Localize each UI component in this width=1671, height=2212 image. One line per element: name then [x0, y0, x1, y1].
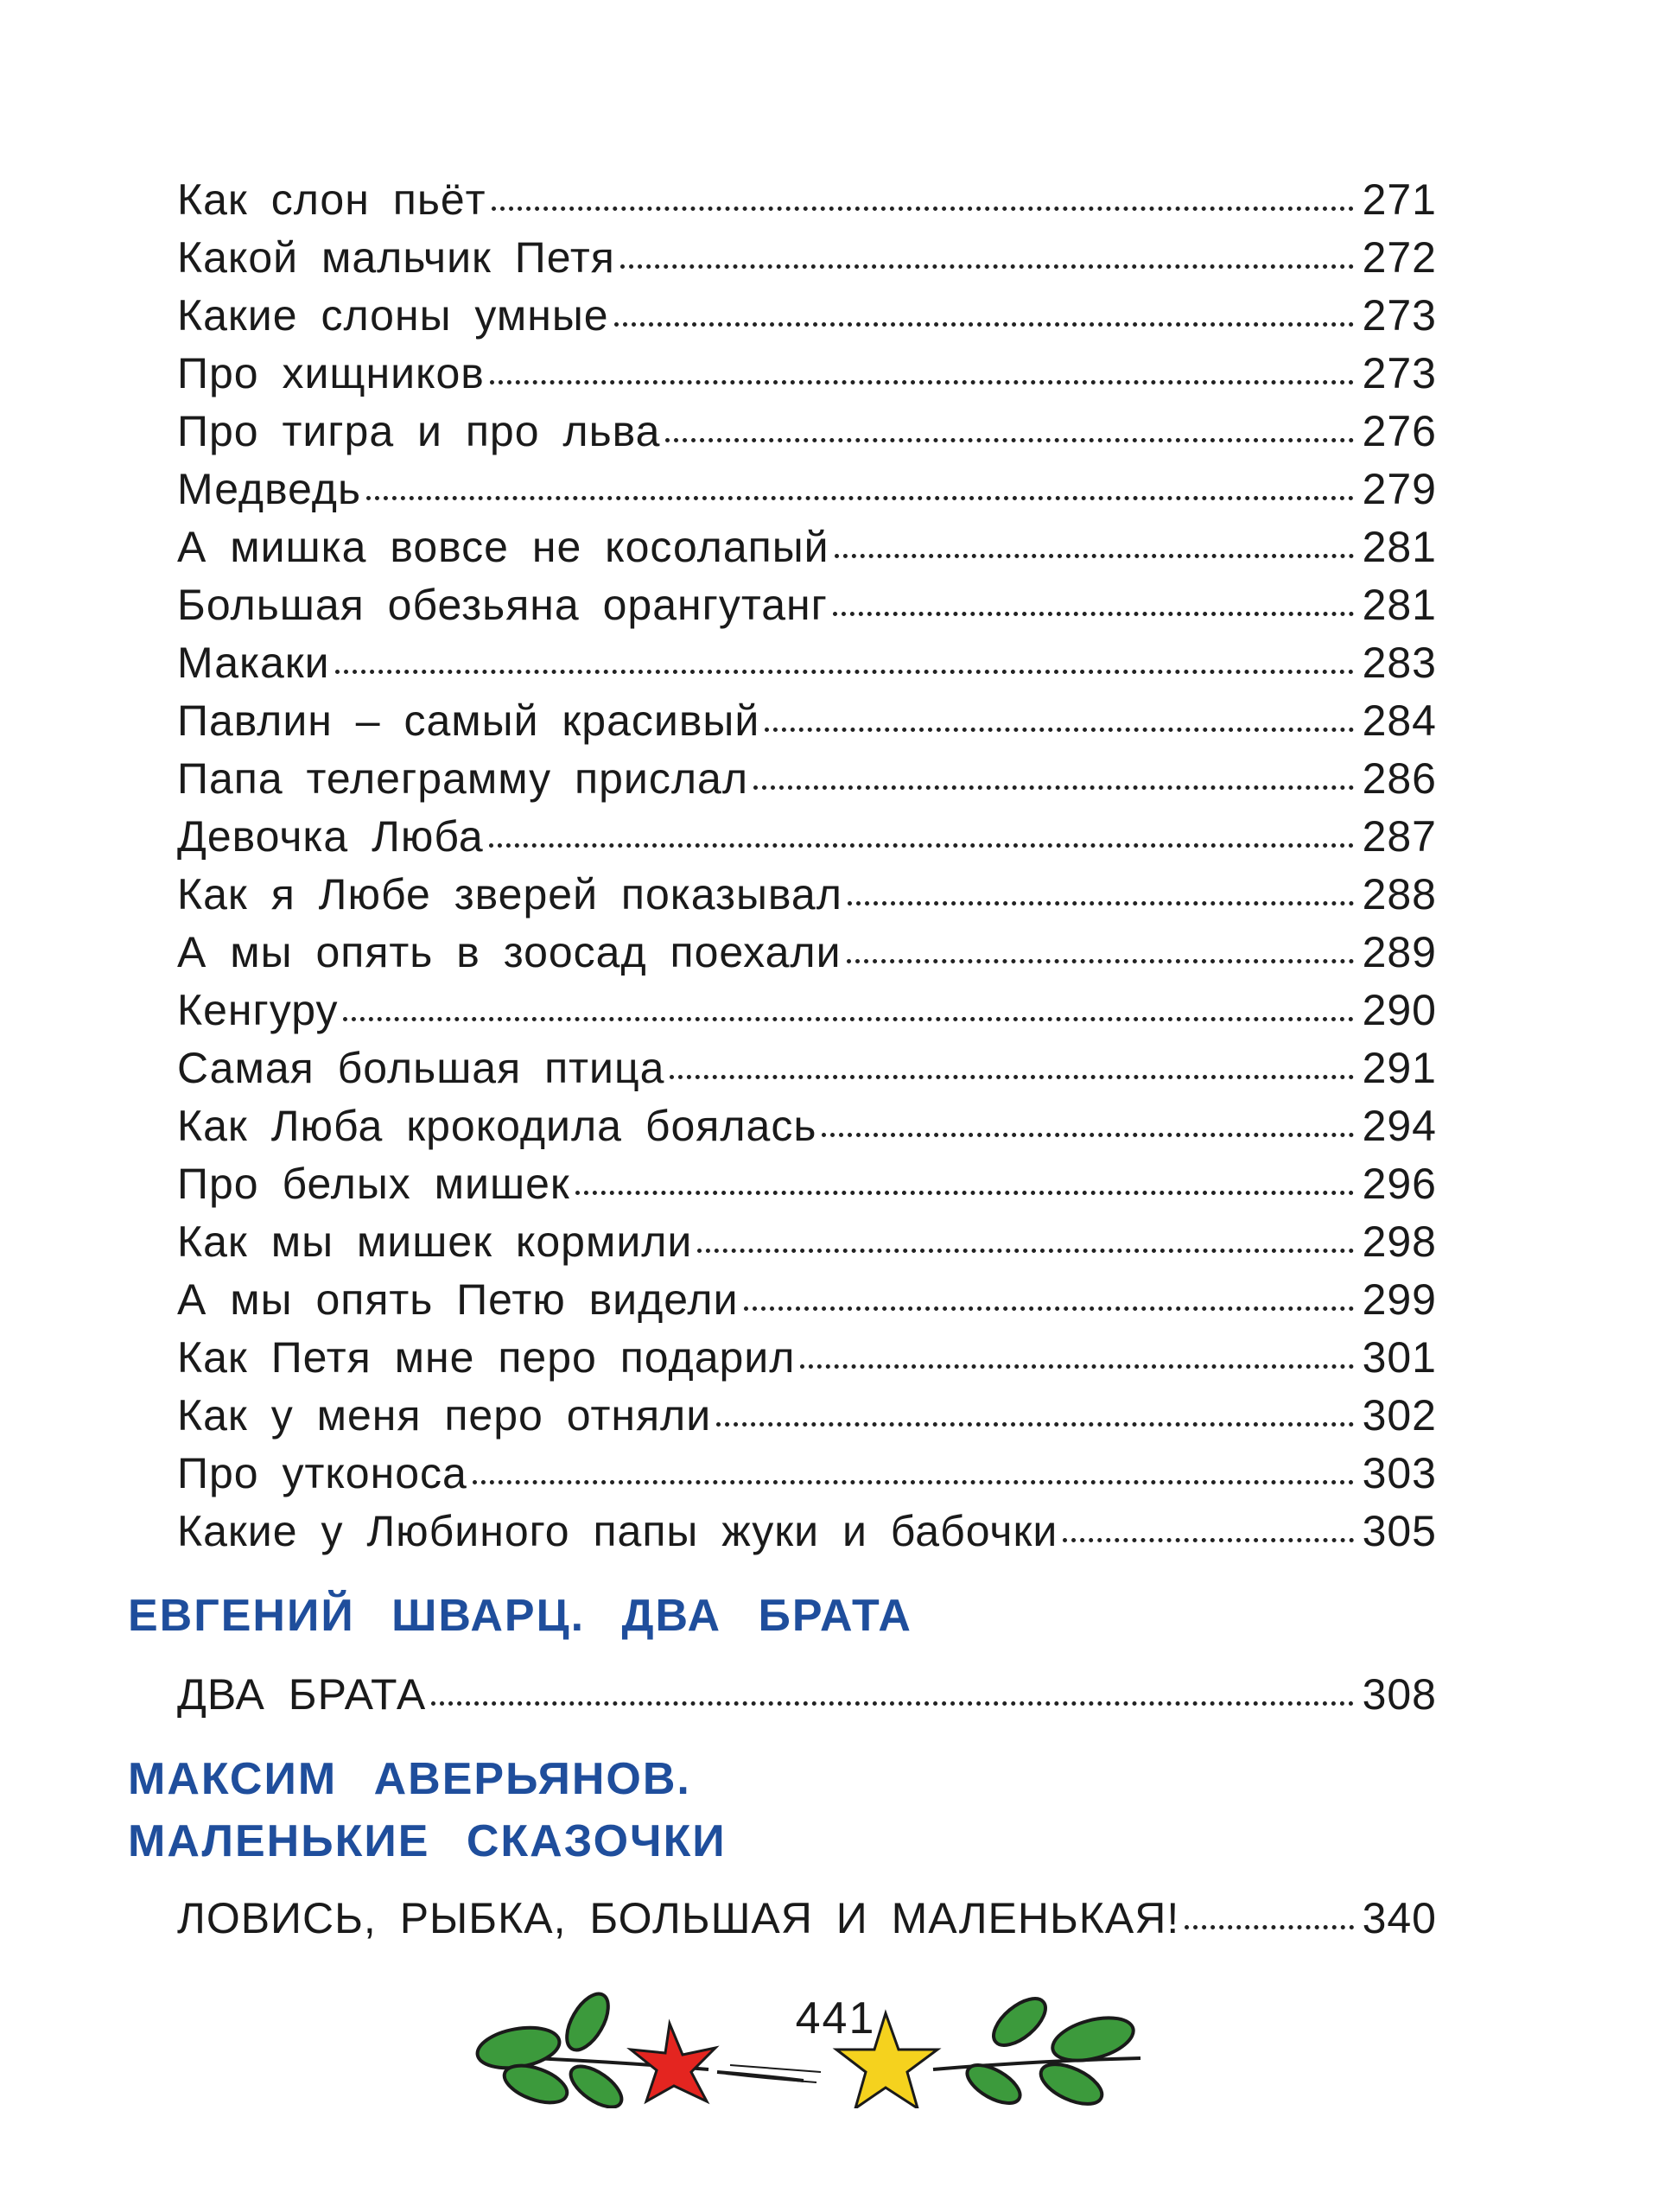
- dot-leader: [620, 264, 1354, 269]
- toc-entry-title: Девочка Люба: [177, 812, 484, 861]
- toc-entry-title: Какие слоны умные: [177, 291, 609, 340]
- toc-entry-page: 301: [1362, 1333, 1437, 1382]
- toc-entry: [177, 1666, 1437, 1724]
- toc-entry-title: Большая обезьяна орангутанг: [177, 581, 828, 629]
- toc-entry-page: 286: [1362, 754, 1437, 803]
- toc-entry-title: Самая большая птица: [177, 1044, 665, 1092]
- toc-entry-page: 303: [1362, 1449, 1437, 1497]
- toc-entry-title: Какие у Любиного папы жуки и бабочки: [177, 1507, 1058, 1555]
- dot-leader: [1063, 1538, 1353, 1542]
- toc-entry: [177, 229, 1437, 287]
- toc-entry-page: 302: [1362, 1391, 1437, 1440]
- toc-entry: [177, 518, 1437, 576]
- dot-leader: [614, 322, 1354, 327]
- toc-entry: [177, 576, 1437, 634]
- toc-list-section-3: [177, 1890, 1437, 1948]
- table-of-contents: [128, 171, 1437, 1948]
- toc-entry-page: 276: [1362, 407, 1437, 455]
- dot-leader: [431, 1701, 1353, 1706]
- toc-list-entries: [177, 171, 1437, 1560]
- toc-entry: [177, 1155, 1437, 1213]
- toc-entry-title: Про хищников: [177, 349, 485, 397]
- toc-entry: [177, 1890, 1437, 1948]
- toc-entry: [177, 750, 1437, 808]
- dot-leader: [343, 1017, 1353, 1021]
- dot-leader: [670, 1075, 1353, 1079]
- dot-leader: [833, 612, 1354, 616]
- dot-leader: [697, 1249, 1353, 1253]
- toc-entry-title: Как я Любе зверей показывал: [177, 870, 842, 918]
- toc-entry-page: 305: [1362, 1507, 1437, 1555]
- toc-entry-title: Медведь: [177, 465, 362, 513]
- toc-entry: [177, 171, 1437, 229]
- toc-entry-page: 290: [1362, 986, 1437, 1034]
- section-heading-averyanov-line2: МАЛЕНЬКИЕ СКАЗОЧКИ: [128, 1816, 727, 1866]
- dot-leader: [490, 380, 1354, 385]
- toc-entry-page: 299: [1362, 1275, 1437, 1324]
- toc-entry: [177, 1445, 1437, 1503]
- toc-entry-page: 273: [1362, 349, 1437, 397]
- dot-leader: [835, 554, 1354, 558]
- dot-leader: [800, 1364, 1353, 1369]
- toc-entry-page: 281: [1362, 523, 1437, 571]
- right-branch: [933, 2058, 1140, 2069]
- toc-entry-title: Кенгуру: [177, 986, 339, 1034]
- toc-entry-title: Как слон пьёт: [177, 175, 486, 224]
- toc-entry: [177, 808, 1437, 866]
- toc-entry-page: 298: [1362, 1217, 1437, 1266]
- dot-leader: [765, 728, 1353, 732]
- toc-entry-page: 271: [1362, 175, 1437, 224]
- toc-entry-title: ЛОВИСЬ, РЫБКА, БОЛЬШАЯ И МАЛЕНЬКАЯ!: [177, 1894, 1180, 1942]
- toc-entry: [177, 1503, 1437, 1560]
- toc-entry: [177, 1213, 1437, 1271]
- dot-leader: [366, 496, 1354, 500]
- dot-leader: [848, 901, 1354, 906]
- toc-entry-title: Павлин – самый красивый: [177, 696, 760, 745]
- toc-entry: [177, 924, 1437, 982]
- toc-entry: [177, 1097, 1437, 1155]
- dot-leader: [335, 670, 1354, 674]
- toc-entry: [177, 1329, 1437, 1387]
- dot-leader: [716, 1422, 1353, 1427]
- toc-entry-title: Про утконоса: [177, 1449, 467, 1497]
- toc-entry: [177, 345, 1437, 403]
- page-number: 441: [795, 1993, 876, 2044]
- toc-entry-page: 284: [1362, 696, 1437, 745]
- toc-entry-title: ДВА БРАТА: [177, 1670, 427, 1719]
- dot-leader: [489, 843, 1354, 848]
- toc-entry-title: Папа телеграмму прислал: [177, 754, 749, 803]
- toc-entry-title: Как Люба крокодила боялась: [177, 1102, 817, 1150]
- toc-entry: [177, 1271, 1437, 1329]
- toc-entry-title: Про белых мишек: [177, 1160, 570, 1208]
- toc-entry-title: Какой мальчик Петя: [177, 233, 615, 282]
- section-heading-averyanov-line1: МАКСИМ АВЕРЬЯНОВ.: [128, 1754, 691, 1804]
- toc-entry-page: 308: [1362, 1670, 1437, 1719]
- toc-entry-page: 294: [1362, 1102, 1437, 1150]
- toc-entry-page: 288: [1362, 870, 1437, 918]
- dot-leader: [744, 1306, 1354, 1311]
- toc-entry-title: Как у меня перо отняли: [177, 1391, 712, 1440]
- dot-leader: [1185, 1925, 1353, 1929]
- toc-entry: [177, 287, 1437, 345]
- toc-entry-page: 291: [1362, 1044, 1437, 1092]
- toc-entry-page: 296: [1362, 1160, 1437, 1208]
- toc-entry-title: А мы опять в зоосад поехали: [177, 928, 842, 976]
- toc-entry-page: 283: [1362, 639, 1437, 687]
- toc-entry-title: Макаки: [177, 639, 330, 687]
- toc-entry: [177, 634, 1437, 692]
- dot-leader: [822, 1133, 1353, 1137]
- toc-entry: [177, 403, 1437, 461]
- dot-leader: [665, 438, 1353, 442]
- toc-entry-page: 272: [1362, 233, 1437, 282]
- toc-entry-title: А мишка вовсе не косолапый: [177, 523, 829, 571]
- toc-list-section-2: [177, 1666, 1437, 1724]
- toc-entry-title: Про тигра и про льва: [177, 407, 661, 455]
- toc-entry: [177, 1039, 1437, 1097]
- toc-entry-page: 281: [1362, 581, 1437, 629]
- toc-entry-page: 279: [1362, 465, 1437, 513]
- toc-entry-title: Как мы мишек кормили: [177, 1217, 693, 1266]
- dot-leader: [473, 1480, 1354, 1484]
- toc-entry-page: 273: [1362, 291, 1437, 340]
- toc-entry-page: 289: [1362, 928, 1437, 976]
- toc-entry-title: Как Петя мне перо подарил: [177, 1333, 796, 1382]
- toc-entry-page: 340: [1362, 1894, 1437, 1942]
- dot-leader: [847, 959, 1354, 963]
- toc-entry: [177, 461, 1437, 518]
- toc-entry: [177, 982, 1437, 1039]
- toc-entry-title: А мы опять Петю видели: [177, 1275, 739, 1324]
- dot-leader: [492, 207, 1354, 211]
- section-heading-shvarts: ЕВГЕНИЙ ШВАРЦ. ДВА БРАТА: [128, 1591, 912, 1641]
- toc-entry: [177, 692, 1437, 750]
- dot-leader: [753, 785, 1354, 790]
- dot-leader: [575, 1191, 1354, 1195]
- toc-entry-page: 287: [1362, 812, 1437, 861]
- toc-entry: [177, 866, 1437, 924]
- toc-entry: [177, 1387, 1437, 1445]
